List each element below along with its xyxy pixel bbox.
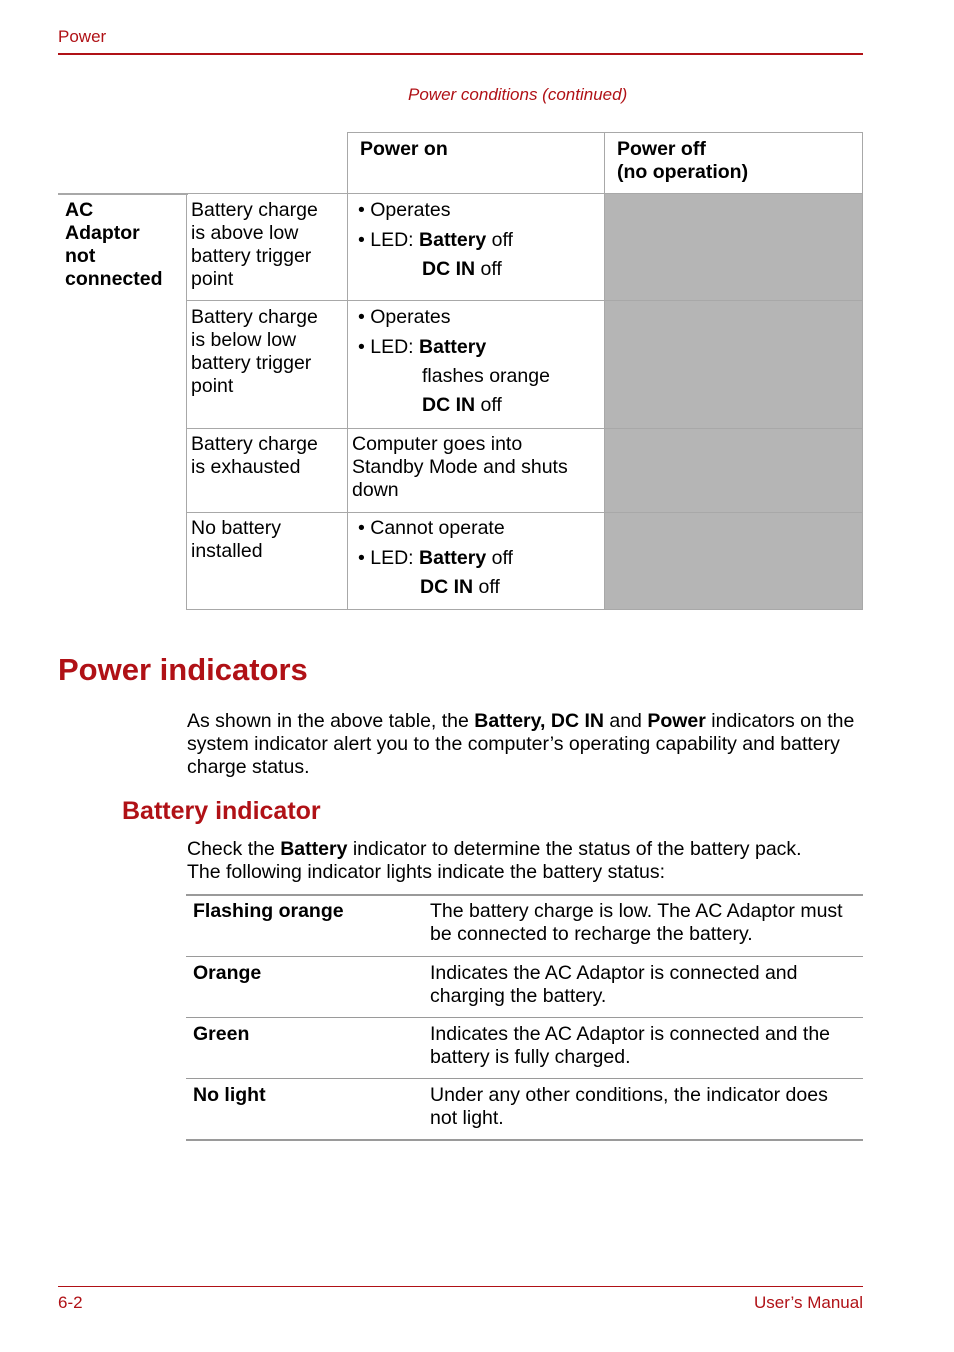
operates-text: • Operates — [358, 306, 451, 328]
battery-led-state: off — [486, 547, 513, 569]
intro-text: indicators on the system indicator alert you to the computer’s operating capability and battery charge status. — [187, 710, 855, 778]
intro-text: As shown in the above table, the — [187, 710, 475, 732]
condition-line: is exhausted — [191, 456, 301, 478]
power-on-line: Computer goes into — [352, 433, 523, 455]
row2-power-off-cell — [604, 300, 863, 429]
condition-line: point — [191, 268, 234, 290]
running-header: Power — [58, 27, 107, 46]
condition-line: battery trigger — [191, 245, 312, 267]
battery-intro-line — [187, 838, 867, 861]
state-term: Orange — [193, 962, 262, 984]
state-definition: Indicates the AC Adaptor is connected and the battery is fully charged. — [430, 1023, 831, 1068]
condition-line: Battery charge — [191, 433, 318, 455]
intro-bold: Battery, DC IN — [474, 710, 604, 732]
battery-led-state: flashes orange — [422, 365, 550, 387]
operates-text: • Operates — [358, 199, 451, 221]
column-header-power-off: Power off — [617, 138, 706, 160]
header-rule — [58, 53, 863, 55]
section-title: Power indicators — [58, 652, 308, 687]
row-group-line: Adaptor — [65, 222, 140, 244]
table-rule — [186, 894, 863, 896]
row3-power-off-cell — [604, 428, 863, 513]
column-header-no-operation: (no operation) — [617, 161, 749, 183]
battery-intro-bold: Battery — [280, 838, 348, 860]
condition-line: Battery charge — [191, 306, 318, 328]
dcin-led-label: DC IN — [422, 258, 476, 280]
footer-rule — [58, 1286, 863, 1287]
condition-line: is above low — [191, 222, 299, 244]
led-prefix: • LED: — [358, 547, 420, 569]
dcin-line — [420, 576, 500, 599]
led-line — [358, 336, 486, 359]
battery-led-label: Battery — [419, 547, 487, 569]
dcin-led-label: DC IN — [422, 394, 476, 416]
battery-intro-line: The following indicator lights indicate the battery status: — [187, 861, 666, 883]
state-definition: Indicates the AC Adaptor is connected and charging the battery. — [430, 962, 798, 1007]
state-term: Green — [193, 1023, 250, 1045]
led-line — [358, 229, 513, 252]
state-term: No light — [193, 1084, 266, 1106]
column-header-power-on: Power on — [360, 138, 448, 160]
led-line — [358, 547, 513, 570]
page-number: 6-2 — [58, 1293, 83, 1312]
intro-text: and — [603, 710, 648, 732]
row1-power-off-cell — [604, 193, 863, 301]
dcin-led-state: off — [475, 258, 502, 280]
condition-line: installed — [191, 540, 263, 562]
intro-bold: Power — [647, 710, 706, 732]
dcin-led-state: off — [473, 576, 500, 598]
condition-line: battery trigger — [191, 352, 312, 374]
led-prefix: • LED: — [358, 229, 420, 251]
battery-intro-text: Check the — [187, 838, 281, 860]
condition-line: is below low — [191, 329, 297, 351]
condition-line: No battery — [191, 517, 281, 539]
power-on-line: Standby Mode and shuts — [352, 456, 568, 478]
subsection-title: Battery indicator — [122, 797, 321, 825]
led-prefix: • LED: — [358, 336, 420, 358]
footer-title: User’s Manual — [754, 1293, 863, 1312]
table-rule — [186, 1017, 863, 1018]
row-group-line: not — [65, 245, 96, 267]
header-cell-power-off — [604, 132, 863, 194]
state-definition: The battery charge is low. The AC Adaptor must be connected to recharge the battery. — [430, 900, 843, 945]
table-caption: Power conditions (continued) — [408, 85, 628, 104]
battery-led-state: off — [486, 229, 513, 251]
dcin-led-state: off — [475, 394, 502, 416]
intro-paragraph — [187, 710, 867, 779]
row-group-line: connected — [65, 268, 163, 290]
row-group-line: AC — [65, 199, 94, 221]
battery-intro-paragraph — [187, 838, 867, 884]
battery-intro-text: indicator to determine the status of the battery pack. — [347, 838, 802, 860]
operates-text: • Cannot operate — [358, 517, 505, 539]
battery-led-label: Battery — [419, 336, 487, 358]
group-top-rule — [58, 193, 188, 195]
row4-power-off-cell — [604, 512, 863, 610]
condition-line: point — [191, 375, 234, 397]
table-rule — [186, 956, 863, 957]
state-term: Flashing orange — [193, 900, 344, 922]
table-rule — [186, 1139, 863, 1141]
battery-led-label: Battery — [419, 229, 487, 251]
header-cell-power-on — [347, 132, 605, 194]
table-rule — [186, 1078, 863, 1079]
dcin-line — [422, 258, 502, 281]
dcin-line — [422, 394, 502, 417]
dcin-led-label: DC IN — [420, 576, 474, 598]
state-definition: Under any other conditions, the indicator does not light. — [430, 1084, 828, 1129]
power-on-line: down — [352, 479, 399, 501]
condition-line: Battery charge — [191, 199, 318, 221]
